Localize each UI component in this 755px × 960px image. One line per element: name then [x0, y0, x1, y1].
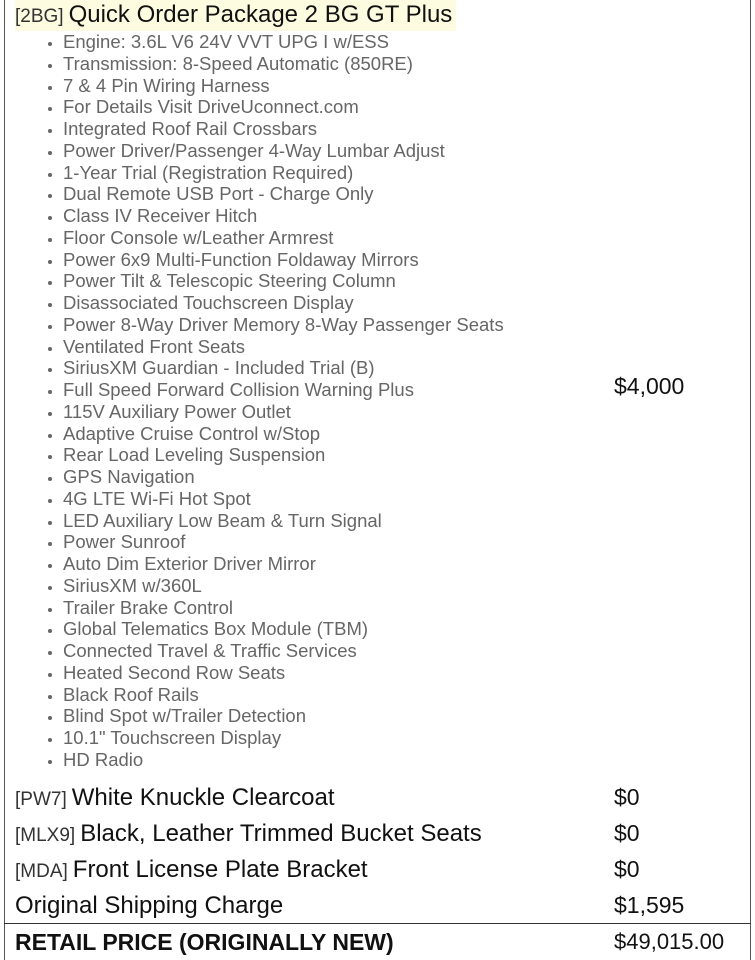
- feature-item: • Disassociated Touchscreen Display: [63, 292, 504, 314]
- option-price: $0: [614, 820, 640, 846]
- feature-item: • Engine: 3.6L V6 24V VVT UPG I w/ESS: [63, 31, 504, 53]
- total-divider: [4, 923, 751, 924]
- package-price: $4,000: [614, 373, 685, 399]
- package-feature-list: [45, 31, 504, 771]
- option-row-seats: [15, 820, 482, 848]
- feature-item: • Blind Spot w/Trailer Detection: [63, 705, 504, 727]
- feature-item: • Auto Dim Exterior Driver Mirror: [63, 553, 504, 575]
- feature-item: • Floor Console w/Leather Armrest: [63, 227, 504, 249]
- feature-item: • Power Tilt & Telescopic Steering Column: [63, 270, 504, 292]
- feature-item: • Power Sunroof: [63, 531, 504, 553]
- feature-item: • For Details Visit DriveUconnect.com: [63, 96, 504, 118]
- feature-item: • Transmission: 8-Speed Automatic (850RE): [63, 53, 504, 75]
- feature-item: • Global Telematics Box Module (TBM): [63, 618, 504, 640]
- feature-item: • Rear Load Leveling Suspension: [63, 444, 504, 466]
- feature-item: • GPS Navigation: [63, 466, 504, 488]
- feature-item: • HD Radio: [63, 749, 504, 771]
- option-name: Front License Plate Bracket: [72, 856, 368, 883]
- feature-item: • Ventilated Front Seats: [63, 336, 504, 358]
- feature-item: • 10.1" Touchscreen Display: [63, 727, 504, 749]
- package-header: [15, 0, 456, 31]
- feature-item: • Black Roof Rails: [63, 684, 504, 706]
- retail-price-label: RETAIL PRICE (ORIGINALLY NEW): [15, 929, 394, 955]
- retail-price-value: $49,015.00: [614, 929, 725, 954]
- shipping-price: $1,595: [614, 892, 685, 918]
- feature-item: • Heated Second Row Seats: [63, 662, 504, 684]
- shipping-row: [15, 892, 283, 920]
- feature-item: • SiriusXM Guardian - Included Trial (B): [63, 357, 504, 379]
- feature-item: • Power 8-Way Driver Memory 8-Way Passenger Seats: [63, 314, 504, 336]
- feature-item: • 4G LTE Wi-Fi Hot Spot: [63, 488, 504, 510]
- option-code: [MLX9]: [15, 825, 76, 846]
- feature-item: • Class IV Receiver Hitch: [63, 205, 504, 227]
- feature-item: • Integrated Roof Rail Crossbars: [63, 118, 504, 140]
- option-price: $0: [614, 856, 640, 882]
- option-price: $0: [614, 784, 640, 810]
- option-row-paint: [15, 784, 335, 812]
- feature-item: • Power 6x9 Multi-Function Foldaway Mirrors: [63, 249, 504, 271]
- package-name: Quick Order Package 2 BG GT Plus: [68, 1, 453, 28]
- shipping-label: Original Shipping Charge: [15, 892, 284, 919]
- option-code: [PW7]: [15, 789, 67, 810]
- option-row-bracket: [15, 856, 368, 884]
- feature-item: • Connected Travel & Traffic Services: [63, 640, 504, 662]
- feature-item: • Power Driver/Passenger 4-Way Lumbar Adjust: [63, 140, 504, 162]
- feature-item: • Trailer Brake Control: [63, 597, 504, 619]
- option-name: Black, Leather Trimmed Bucket Seats: [80, 820, 482, 847]
- package-code: [2BG]: [15, 6, 64, 27]
- option-code: [MDA]: [15, 861, 68, 882]
- feature-item: • LED Auxiliary Low Beam & Turn Signal: [63, 510, 504, 532]
- feature-item: • 115V Auxiliary Power Outlet: [63, 401, 504, 423]
- feature-item: • Full Speed Forward Collision Warning Plus: [63, 379, 504, 401]
- feature-item: • Dual Remote USB Port - Charge Only: [63, 183, 504, 205]
- feature-item: • SiriusXM w/360L: [63, 575, 504, 597]
- feature-item: • 1-Year Trial (Registration Required): [63, 162, 504, 184]
- feature-item: • 7 & 4 Pin Wiring Harness: [63, 75, 504, 97]
- feature-item: • Adaptive Cruise Control w/Stop: [63, 423, 504, 445]
- option-name: White Knuckle Clearcoat: [71, 784, 335, 811]
